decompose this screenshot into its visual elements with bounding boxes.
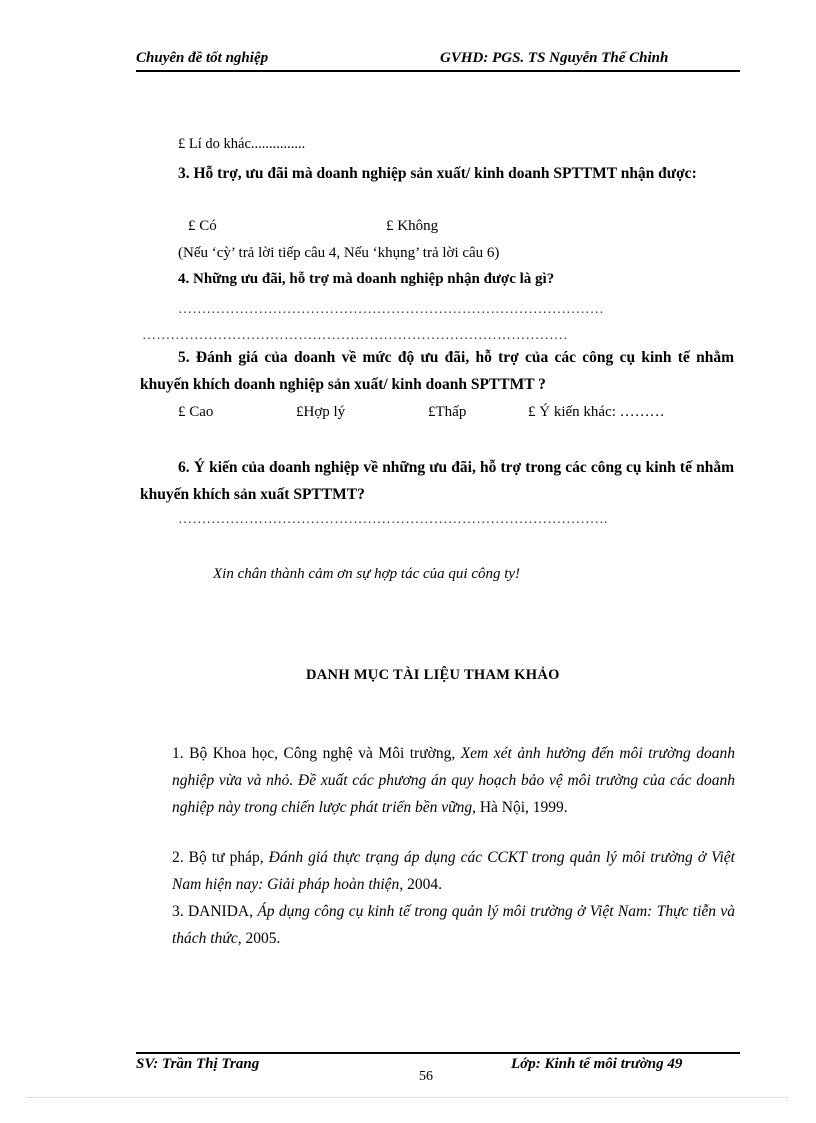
reference-item-2 [172,844,735,898]
footer-rule [136,1052,740,1054]
reference-2-suffix: , 2004. [399,876,442,893]
q5-option-other: £ Ý kiến khác: ……… [528,404,665,420]
reference-item-3 [172,898,735,952]
other-reason-option: £ Lí do khác............... [178,136,306,152]
q3-no-option: £ Không [386,218,439,234]
reference-item-1 [172,740,735,821]
q3-yes-option: £ Có [188,218,217,234]
reference-1-prefix: 1. Bộ Khoa học, Công nghệ và Môi trường, [172,745,461,762]
thank-you-note: Xin chân thành cảm ơn sự hợp tác của qui công ty! [213,566,521,582]
q5-option-low: £Thấp [428,404,467,420]
footer-right: Lớp: Kinh tế môi trường 49 [511,1056,683,1072]
reference-2-title: Đánh giá thực trạng áp dụng các CCKT trong quản lý môi trường ở Việt Nam hiện nay: Giải pháp hoàn thiện [172,849,735,893]
page-number: 56 [419,1069,433,1084]
reference-1-suffix: , Hà Nội, 1999. [472,799,568,816]
question-5: 5. Đánh giá của doanh về mức độ ưu đãi, hỗ trợ của các công cụ kinh tế nhằm khuyến khích doanh nghiệp sản xuất/ kinh doanh SPTTMT ? [140,349,734,393]
question-6: 6. Ý kiến của doanh nghiệp về những ưu đãi, hỗ trợ trong các công cụ kinh tế nhằm khuyến khích sản xuất SPTTMT? [140,459,734,503]
q4-answer-line-1: ……………………………………………………………………………… [178,302,604,317]
q5-option-high: £ Cao [178,404,214,420]
header-left: Chuyên đề tốt nghiệp [136,50,269,66]
question-3: 3. Hỗ trợ, ưu đãi mà doanh nghiệp sản xuất/ kinh doanh SPTTMT nhận được: [178,165,697,182]
reference-3-prefix: 3. DANIDA, [172,903,258,920]
page-bottom-edge [28,1097,788,1098]
question-4: 4. Những ưu đãi, hỗ trợ mà doanh nghiệp nhận được là gì? [178,271,555,287]
reference-1-title: Xem xét ảnh hưởng đến môi trường doanh nghiệp vừa và nhỏ. Đề xuất các phương án quy hoạch bảo vệ môi trường của các doanh nghiệp này trong chiến lược phát triển bền vững [172,745,736,816]
q6-answer-line: ………………………………………………………………………………. [178,512,608,527]
q3-note: (Nếu ‘cỳ’ trả lời tiếp câu 4, Nếu ‘khụng’ trả lời câu 6) [178,245,500,261]
header-rule [136,70,740,72]
header-right: GVHD: PGS. TS Nguyễn Thế Chinh [440,50,669,66]
references-title: DANH MỤC TÀI LIỆU THAM KHẢO [306,667,560,683]
reference-3-suffix: , 2005. [237,930,281,947]
reference-3-title: Áp dụng công cụ kinh tế trong quản lý môi trường ở Việt Nam: Thực tiễn và thách thức [172,903,735,947]
q5-option-reasonable: £Hợp lý [296,404,346,420]
q4-answer-line-2: ……………………………………………………………………………… [142,328,568,343]
footer-left: SV: Trần Thị Trang [136,1056,260,1072]
reference-2-prefix: 2. Bộ tư pháp, [172,849,269,866]
